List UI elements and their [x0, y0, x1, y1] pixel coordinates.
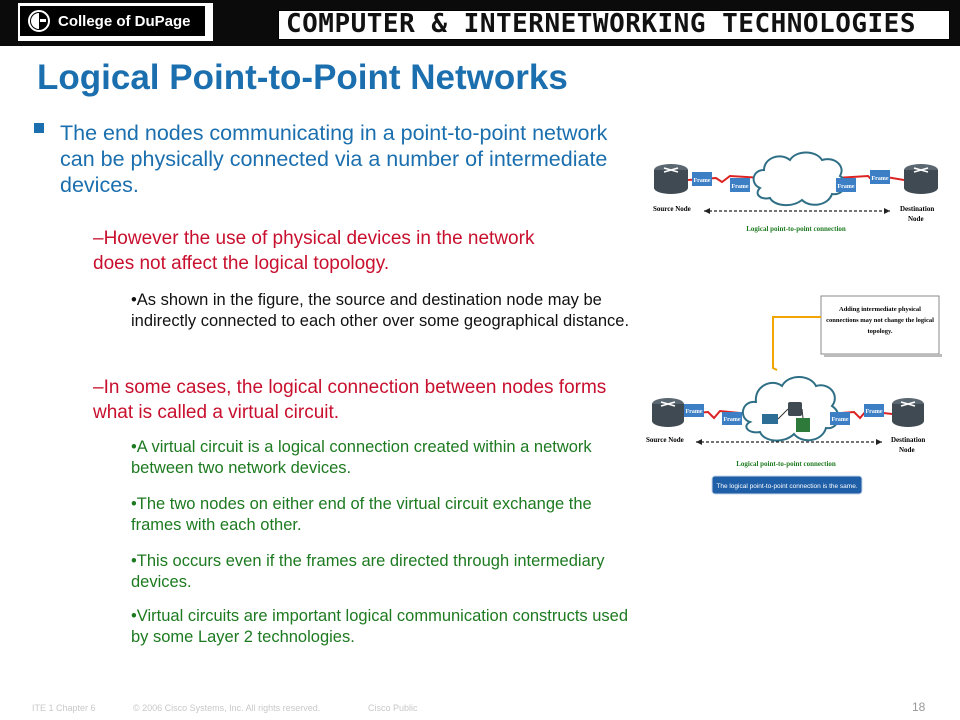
square-bullet-icon [34, 123, 44, 133]
frame-box [830, 412, 850, 425]
svg-text:topology.: topology. [867, 328, 893, 335]
frame-box [722, 412, 742, 425]
destination-node-label-2: Node [908, 215, 924, 223]
switch-icon [762, 414, 778, 424]
svg-text:Frame: Frame [837, 184, 855, 190]
source-node-label: Source Node [646, 436, 684, 444]
network-cloud-icon [754, 153, 845, 206]
destination-router-icon [904, 164, 938, 194]
frame-box [870, 170, 890, 184]
callout-box [821, 296, 942, 357]
virtual-circuit-point-3: •This occurs even if the frames are directed through intermediary devices. [131, 552, 605, 591]
footer-classification: Cisco Public [368, 703, 418, 713]
footer-copyright: © 2006 Cisco Systems, Inc. All rights reserved. [133, 703, 321, 713]
sub-point-1: –However the use of physical devices in the network does not affect the logical topology. [93, 228, 535, 274]
source-node-label: Source Node [653, 205, 691, 213]
frame-box [730, 178, 750, 192]
svg-text:Frame: Frame [865, 409, 883, 415]
intermediate-switch-icon [796, 418, 810, 432]
svg-text:The logical point-to-point con: The logical point-to-point connection is the same. [716, 483, 858, 490]
virtual-circuit-diagram [638, 290, 956, 508]
point-to-point-diagram [638, 148, 956, 240]
svg-text:Adding intermediate physical: Adding intermediate physical [839, 306, 921, 313]
page-number: 18 [912, 700, 926, 714]
svg-text:Frame: Frame [693, 178, 711, 184]
svg-text:Frame: Frame [831, 417, 849, 423]
frame-box [864, 404, 884, 417]
intermediate-router-icon [788, 402, 802, 416]
destination-router-icon [892, 398, 924, 427]
virtual-circuit-point-2: •The two nodes on either end of the virtual circuit exchange the frames with each other. [131, 495, 592, 534]
destination-node-label-2: Node [899, 446, 915, 454]
svg-text:Frame: Frame [723, 417, 741, 423]
college-logo [20, 6, 205, 36]
detail-point-1: •As shown in the figure, the source and destination node may be indirectly connected to each other over some geographical distance. [131, 291, 630, 330]
source-router-icon [654, 164, 688, 194]
svg-text:Frame: Frame [731, 184, 749, 190]
main-bullet: The end nodes communicating in a point-to-point network can be physically connected via a number of intermediate devices. [60, 121, 608, 197]
logical-connection-label: Logical point-to-point connection [746, 225, 846, 233]
svg-text:Frame: Frame [685, 409, 703, 415]
sub-point-2: –In some cases, the logical connection between nodes forms what is called a virtual circuit. [93, 377, 607, 423]
source-router-icon [652, 398, 684, 427]
same-connection-banner [712, 476, 862, 494]
logo-text: College of DuPage [58, 12, 191, 30]
callout-connector [773, 317, 821, 370]
virtual-circuit-point-4: •Virtual circuits are important logical communication constructs used by some Layer 2 technologies. [131, 607, 629, 646]
destination-node-label: Destination [891, 436, 926, 444]
frame-box [684, 404, 704, 417]
svg-text:connections may not change the: connections may not change the logical [826, 317, 934, 324]
frame-box [692, 172, 712, 186]
virtual-circuit-point-1: •A virtual circuit is a logical connection created within a network between two network devices. [131, 438, 592, 477]
program-title: COMPUTER & INTERNETWORKING TECHNOLOGIES [286, 9, 916, 39]
destination-node-label: Destination [900, 205, 935, 213]
logical-connection-label: Logical point-to-point connection [736, 460, 836, 468]
college-emblem-icon [28, 10, 50, 32]
svg-text:Frame: Frame [871, 176, 889, 182]
frame-box [836, 178, 856, 192]
slide-title: Logical Point-to-Point Networks [37, 58, 568, 97]
footer-chapter: ITE 1 Chapter 6 [32, 703, 96, 713]
